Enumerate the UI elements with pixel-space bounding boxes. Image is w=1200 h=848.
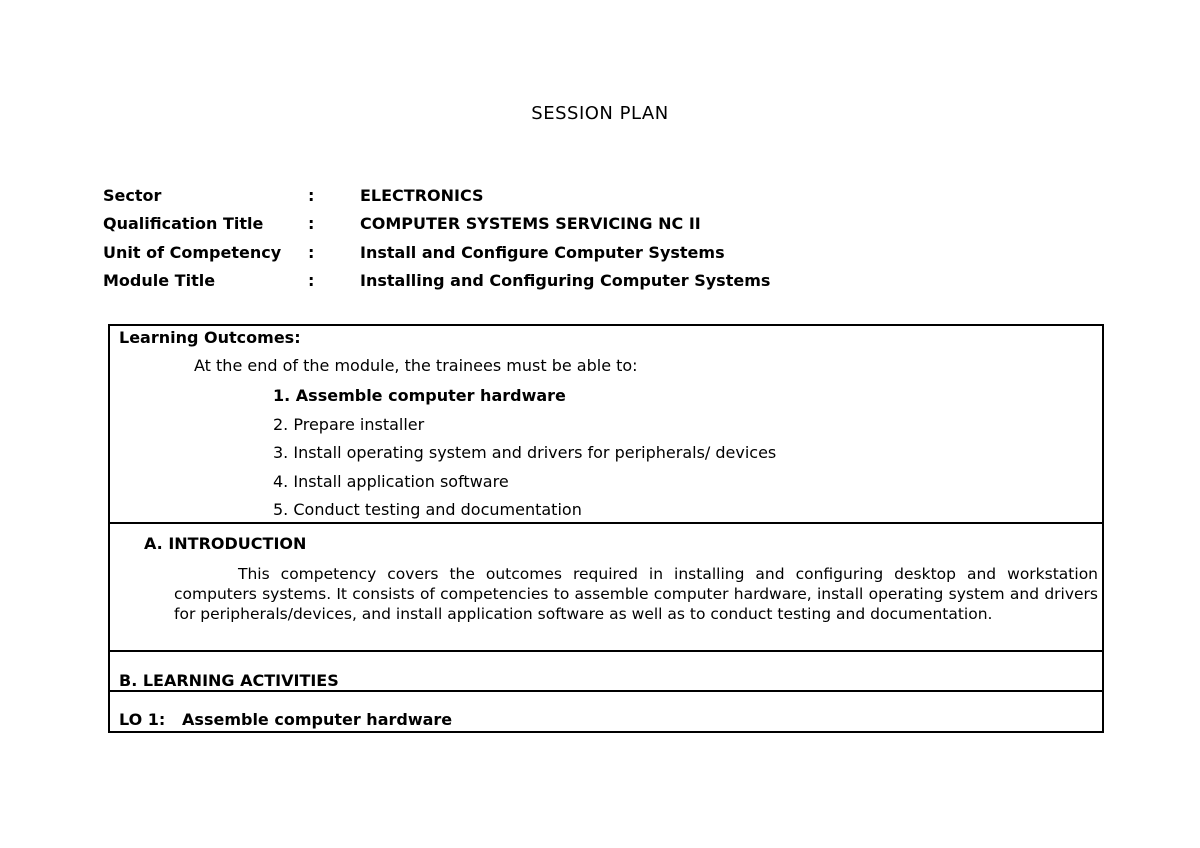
- info-row-sector: [103, 181, 770, 210]
- learning-activities-section: [108, 650, 1104, 692]
- info-colon: :: [308, 214, 315, 234]
- info-label: Qualification Title: [103, 214, 264, 234]
- list-item: 5. Conduct testing and documentation: [273, 500, 582, 519]
- info-block: [103, 181, 770, 295]
- learning-outcomes-section: [108, 324, 1104, 524]
- introduction-heading: A. INTRODUCTION: [144, 534, 307, 553]
- lo1-heading: LO 1: Assemble computer hardware: [119, 710, 453, 729]
- learning-outcomes-list: [273, 382, 776, 525]
- introduction-section: [108, 522, 1104, 652]
- list-item: 2. Prepare installer: [273, 414, 425, 434]
- info-label: Sector: [103, 185, 162, 205]
- learning-activities-heading: B. LEARNING ACTIVITIES: [119, 671, 339, 690]
- info-label: Module Title: [103, 271, 216, 291]
- info-value: ELECTRONICS: [360, 185, 484, 205]
- info-row-module: [103, 267, 770, 296]
- list-item: 4. Install application software: [273, 471, 509, 491]
- info-value: Install and Configure Computer Systems: [360, 242, 725, 262]
- page-title: SESSION PLAN: [531, 103, 669, 124]
- info-colon: :: [308, 185, 315, 205]
- info-label: Unit of Competency: [103, 242, 282, 262]
- learning-outcomes-intro: At the end of the module, the trainees must be able to:: [194, 356, 638, 375]
- info-row-qualification: [103, 210, 770, 239]
- introduction-paragraph: This competency covers the outcomes required in installing and configuring desktop and workstation computers systems. It consists of competencies to assemble computer hardware, install operating system and drivers for peripherals/devices, and install application software as well as to conduct testing and documentation.: [174, 565, 1098, 623]
- list-item: 1. Assemble computer hardware: [273, 386, 566, 405]
- info-value: COMPUTER SYSTEMS SERVICING NC II: [360, 214, 701, 234]
- info-value: Installing and Configuring Computer Systems: [360, 271, 771, 291]
- info-row-unit: [103, 238, 770, 267]
- info-colon: :: [308, 242, 315, 262]
- learning-outcomes-heading: Learning Outcomes:: [119, 328, 301, 347]
- info-colon: :: [308, 271, 315, 291]
- lo1-section: [108, 690, 1104, 733]
- list-item: 3. Install operating system and drivers for peripherals/ devices: [273, 443, 777, 462]
